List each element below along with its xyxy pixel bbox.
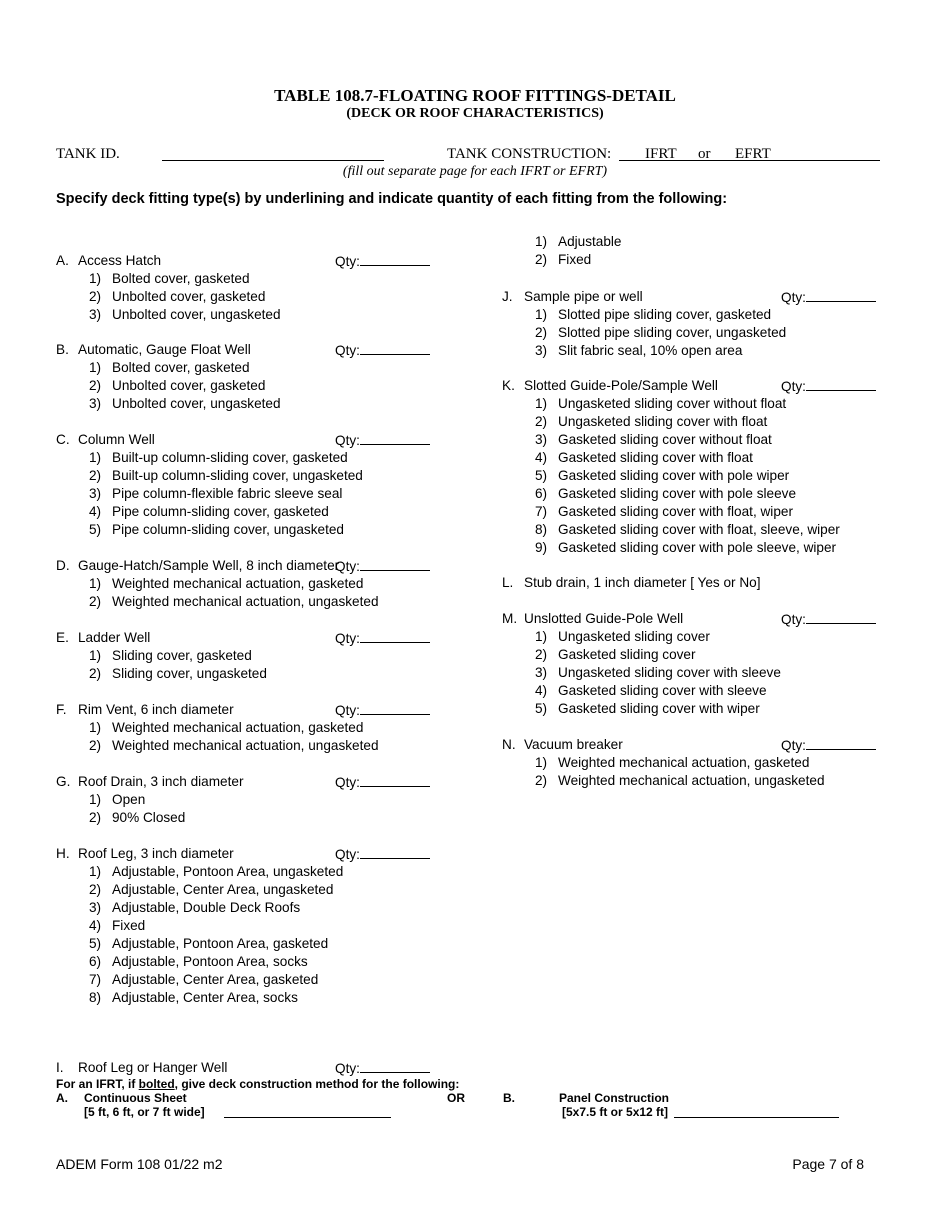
option-item[interactable]: 5) Gasketed sliding cover with wiper [535,701,760,716]
option-item[interactable]: 5) Adjustable, Pontoon Area, gasketed [89,936,329,951]
option-item[interactable]: 7) Gasketed sliding cover with float, wiper [535,504,793,519]
efrt-option[interactable]: EFRT [735,146,771,162]
form-id: ADEM Form 108 01/22 m2 [56,1156,223,1172]
option-item[interactable]: 2) Sliding cover, ungasketed [89,666,267,681]
section-k: K. Slotted Guide-Pole/Sample Well Qty: 1) Ungasketed sliding cover without float 2) Ungasketed sliding cover with float 3) Gasketed sliding cover without float 4) Gasketed sliding cover with float 5) Gasketed sliding cover with pole wiper 6) Gasketed sliding cover with pole sleeve 7) Gasketed sliding cover with float, wiper 8) Gasketed sliding cover with float, sleeve, wiper 9) Gasketed sliding cover with pole sleeve, wiper [502,377,892,557]
qty-field[interactable]: Qty: [335,701,430,720]
option-item[interactable]: 1) Ungasketed sliding cover [535,629,710,644]
option-item[interactable]: 2) Weighted mechanical actuation, ungasketed [89,738,379,753]
continuous-sheet-field[interactable] [224,1117,391,1118]
page-title: TABLE 108.7-FLOATING ROOF FITTINGS-DETAIL [274,86,676,105]
section-c: C. Column Well Qty: 1) Built-up column-sliding cover, gasketed 2) Built-up column-sliding cover, ungasketed 3) Pipe column-flexible fabric sleeve seal 4) Pipe column-sliding cover, gasketed 5) Pipe column-sliding cover, ungasketed [56,431,446,539]
option-item[interactable]: 2) Ungasketed sliding cover with float [535,414,768,429]
option-item[interactable]: 2) Gasketed sliding cover [535,647,696,662]
continuous-sheet-label: Continuous Sheet [84,1091,187,1105]
option-item[interactable]: 1) Ungasketed sliding cover without float [535,396,787,411]
option-item[interactable]: 2) Weighted mechanical actuation, ungasketed [535,773,825,788]
section-e: E. Ladder Well Qty: 1) Sliding cover, gasketed 2) Sliding cover, ungasketed [56,629,446,683]
option-item[interactable]: 2) Adjustable, Center Area, ungasketed [89,882,334,897]
option-item[interactable]: 5) Pipe column-sliding cover, ungasketed [89,522,344,537]
option-item[interactable]: 3) Slit fabric seal, 10% open area [535,343,743,358]
qty-field[interactable]: Qty: [335,431,430,450]
stub-drain-yes-no[interactable]: Stub drain, 1 inch diameter [ Yes or No] [524,575,761,590]
page-subtitle: (DECK OR ROOF CHARACTERISTICS) [346,106,604,121]
tank-id-field[interactable] [162,160,384,161]
section-n: N. Vacuum breaker Qty: 1) Weighted mechanical actuation, gasketed 2) Weighted mechanical actuation, ungasketed [502,736,892,790]
section-l: L. Stub drain, 1 inch diameter [ Yes or No] [502,575,761,590]
or-separator: OR [447,1091,465,1105]
option-item[interactable]: 1) Weighted mechanical actuation, gasketed [89,576,364,591]
option-item[interactable]: 2) Weighted mechanical actuation, ungasketed [89,594,379,609]
option-item[interactable]: 3) Pipe column-flexible fabric sleeve seal [89,486,343,501]
qty-field[interactable]: Qty: [335,557,430,576]
option-item[interactable]: 1) Adjustable, Pontoon Area, ungasketed [89,864,344,879]
qty-field[interactable]: Qty: [335,773,430,792]
tank-construction-label: TANK CONSTRUCTION: [447,146,612,162]
qty-field[interactable]: Qty: [335,1059,430,1078]
continuous-sheet-detail: [5 ft, 6 ft, or 7 ft wide] [84,1105,205,1119]
option-item[interactable]: 2) Unbolted cover, gasketed [89,289,266,304]
qty-field[interactable]: Qty: [335,629,430,648]
qty-field[interactable]: Qty: [335,252,430,271]
section-g: G. Roof Drain, 3 inch diameter Qty: 1) Open 2) 90% Closed [56,773,446,827]
section-j: J. Sample pipe or well Qty: 1) Slotted pipe sliding cover, gasketed 2) Slotted pipe sliding cover, ungasketed 3) Slit fabric seal, 10% open area [502,288,892,360]
qty-field[interactable]: Qty: [781,288,876,307]
option-item[interactable]: 4) Gasketed sliding cover with float [535,450,753,465]
section-a [56,252,446,324]
bolted-instruction: For an IFRT, if bolted, give deck construction method for the following: [56,1077,460,1091]
ifrt-option[interactable]: IFRT [645,146,677,162]
fill-note: (fill out separate page for each IFRT or EFRT) [342,164,608,179]
option-item[interactable]: 1) Built-up column-sliding cover, gasketed [89,450,348,465]
option-item[interactable]: 4) Gasketed sliding cover with sleeve [535,683,767,698]
option-b-letter: B. [503,1091,515,1105]
option-item[interactable]: 1) Slotted pipe sliding cover, gasketed [535,307,772,322]
qty-field[interactable]: Qty: [781,736,876,755]
qty-field[interactable]: Qty: [335,341,430,360]
tank-id-label: TANK ID. [56,146,120,162]
qty-field[interactable]: Qty: [781,610,876,629]
panel-construction-label: Panel Construction [559,1091,670,1105]
panel-construction-detail: [5x7.5 ft or 5x12 ft] [562,1105,669,1119]
option-item[interactable]: 6) Adjustable, Pontoon Area, socks [89,954,308,969]
option-item[interactable]: 4) Fixed [89,918,146,933]
option-item[interactable]: 3) Gasketed sliding cover without float [535,432,772,447]
option-item[interactable]: 2) Unbolted cover, gasketed [89,378,266,393]
option-item[interactable]: 1) Sliding cover, gasketed [89,648,252,663]
option-item[interactable]: 3) Unbolted cover, ungasketed [89,307,281,322]
section-b: B. Automatic, Gauge Float Well Qty: 1) Bolted cover, gasketed 2) Unbolted cover, gasketed 3) Unbolted cover, ungasketed [56,341,446,413]
section-i-options [502,233,892,269]
option-item[interactable]: 8) Gasketed sliding cover with float, sleeve, wiper [535,522,840,537]
option-item[interactable]: 7) Adjustable, Center Area, gasketed [89,972,319,987]
or-text: or [698,146,711,162]
option-item[interactable]: 5) Gasketed sliding cover with pole wiper [535,468,790,483]
option-item[interactable]: 1) Weighted mechanical actuation, gasketed [89,720,364,735]
option-item[interactable]: 9) Gasketed sliding cover with pole sleeve, wiper [535,540,837,555]
option-item[interactable]: 6) Gasketed sliding cover with pole sleeve [535,486,797,501]
section-letter: A. [56,253,69,268]
option-a-letter: A. [56,1091,68,1105]
option-item[interactable]: 2) Built-up column-sliding cover, ungasketed [89,468,363,483]
qty-field[interactable]: Qty: [335,845,430,864]
option-item[interactable]: 1) Bolted cover, gasketed [89,360,250,375]
option-item[interactable]: 1) Bolted cover, gasketed [89,271,250,286]
section-name: Access Hatch [78,253,162,268]
section-f: F. Rim Vent, 6 inch diameter Qty: 1) Weighted mechanical actuation, gasketed 2) Weighted mechanical actuation, ungasketed [56,701,446,755]
section-h: H. Roof Leg, 3 inch diameter Qty: 1) Adjustable, Pontoon Area, ungasketed 2) Adjustable, Center Area, ungasketed 3) Adjustable, Double Deck Roofs 4) Fixed 5) Adjustable, Pontoon Area, gasketed 6) Adjustable, Pontoon Area, socks 7) Adjustable, Center Area, gasketed 8) Adjustable, Center Area, socks [56,845,446,1007]
option-item[interactable]: 3) Unbolted cover, ungasketed [89,396,281,411]
option-item[interactable]: 3) Ungasketed sliding cover with sleeve [535,665,781,680]
section-d: D. Gauge-Hatch/Sample Well, 8 inch diameter Qty: 1) Weighted mechanical actuation, gasketed 2) Weighted mechanical actuation, ungasketed [56,557,446,611]
option-item[interactable]: 2) Slotted pipe sliding cover, ungasketed [535,325,787,340]
option-item[interactable]: 3) Adjustable, Double Deck Roofs [89,900,301,915]
option-item[interactable]: 4) Pipe column-sliding cover, gasketed [89,504,329,519]
option-item[interactable]: 2) Fixed [535,252,592,267]
section-i: I. Roof Leg or Hanger Well Qty: [56,1059,446,1077]
option-item[interactable]: 1) Adjustable [535,234,622,249]
panel-construction-field[interactable] [674,1117,839,1118]
option-item[interactable]: 8) Adjustable, Center Area, socks [89,990,298,1005]
qty-field[interactable]: Qty: [781,377,876,396]
section-m: M. Unslotted Guide-Pole Well Qty: 1) Ungasketed sliding cover 2) Gasketed sliding cover 3) Ungasketed sliding cover with sleeve 4) Gasketed sliding cover with sleeve 5) Gasketed sliding cover with wiper [502,610,892,718]
option-item[interactable]: 2) 90% Closed [89,810,186,825]
instructions: Specify deck fitting type(s) by underlining and indicate quantity of each fitting from the following: [56,191,728,207]
page-number: Page 7 of 8 [792,1156,864,1172]
option-item[interactable]: 1) Weighted mechanical actuation, gasketed [535,755,810,770]
option-item[interactable]: 1) Open [89,792,146,807]
